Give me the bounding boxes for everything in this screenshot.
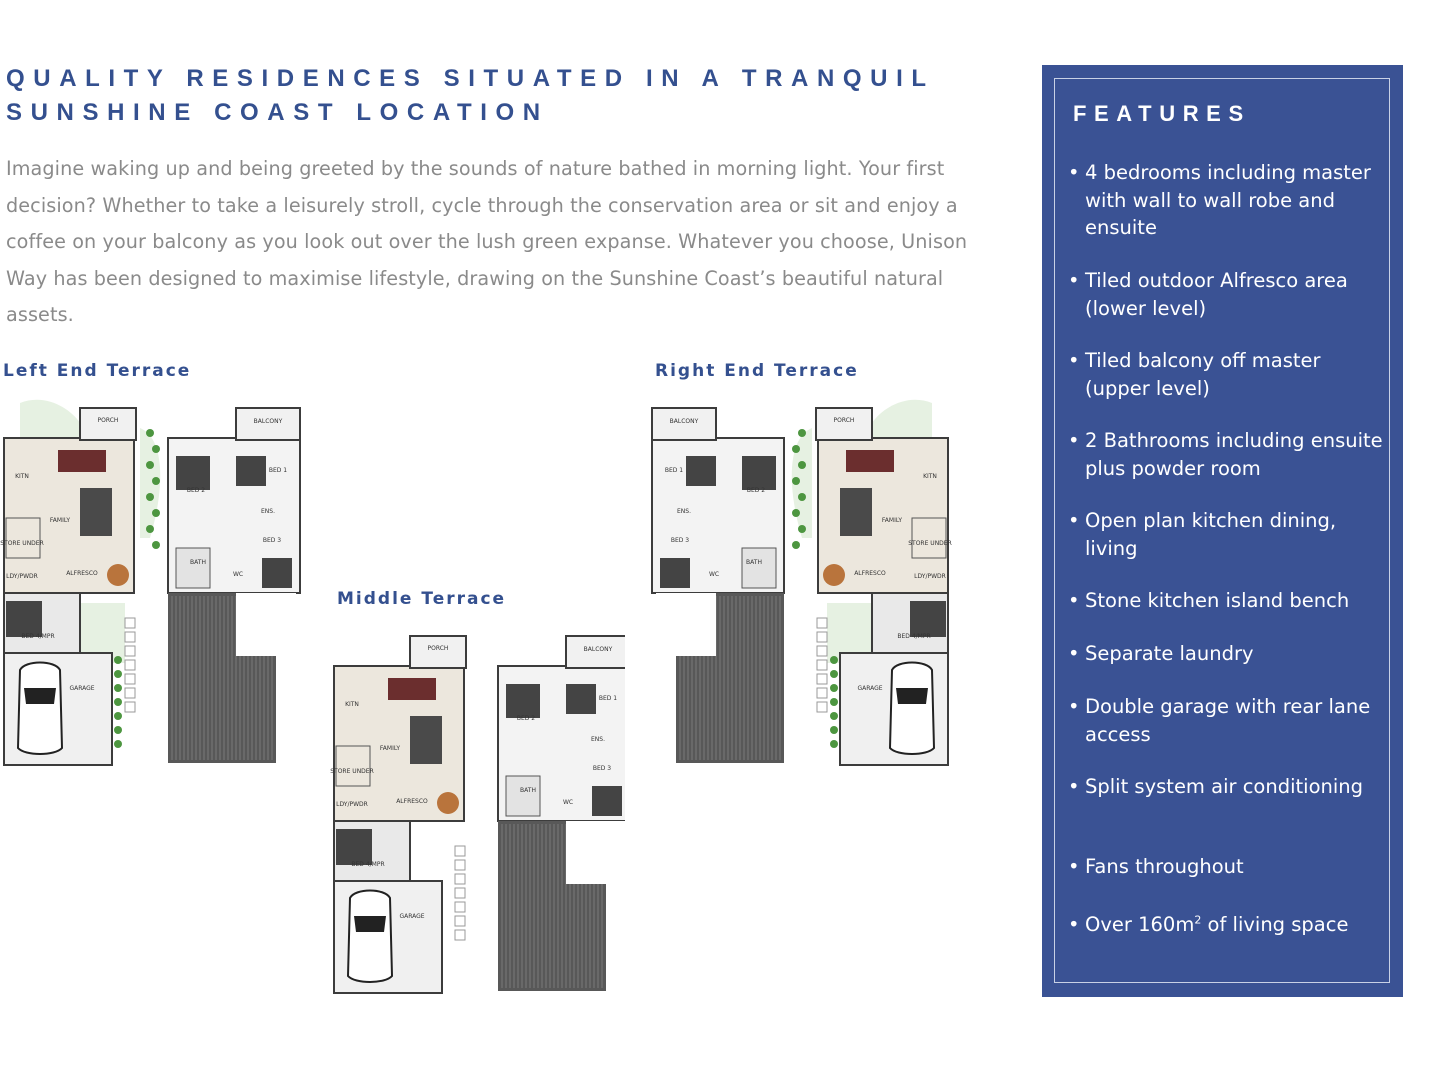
room-label: ENS. [591,736,605,743]
shrub-icon [798,461,806,469]
feature-item [1068,267,1388,322]
room-label: ENS. [261,508,275,515]
shrub-icon [798,525,806,533]
room-label: LDY/PWDR [6,573,38,580]
room-label: BED 3 [262,537,282,544]
room-label: FAMILY [49,517,71,524]
shrub-icon [114,726,122,734]
shrub-icon [792,477,800,485]
shrub-icon [152,509,160,517]
shrub-icon [792,509,800,517]
paver-icon [817,646,827,656]
room-label: KITN [923,473,937,480]
right-end-terrace-drawing [642,398,952,770]
feature-text: 2 Bathrooms including ensuite plus powder room [1085,429,1383,480]
features-panel [1042,65,1403,997]
room-label: BED 4/MPR [351,861,385,868]
paver-icon [125,632,135,642]
shrub-icon [146,493,154,501]
shrub-icon [830,670,838,678]
paver-icon [817,618,827,628]
room-label: WC [708,571,720,578]
bed-icon [262,558,292,588]
middle-terrace-label: Middle Terrace [337,589,507,609]
feature-text: Stone kitchen island bench [1085,589,1350,612]
shrub-icon [114,712,122,720]
room-label: BED 3 [670,537,690,544]
paver-icon [817,674,827,684]
kitchen-island-icon [840,488,872,536]
kitchen-island-icon [80,488,112,536]
bed-icon [742,456,776,490]
room-label: BED 4/MPR [21,633,55,640]
dining-table-icon [388,678,436,700]
bullet-icon: • [1068,913,1080,936]
page-heading [6,62,986,130]
room-label: PORCH [833,417,855,424]
room-label: BALCONY [583,646,613,653]
feature-item [1068,507,1388,562]
shrub-icon [114,684,122,692]
paver-icon [125,646,135,656]
feature-text: Separate laundry [1085,642,1254,665]
garden-area [872,400,932,443]
plan-geometry [4,400,300,765]
paver-icon [125,674,135,684]
bed-icon [660,558,690,588]
feature-item [1068,853,1388,881]
feature-item [1068,427,1388,482]
bed-icon [336,829,372,865]
alfresco-table-icon [823,564,845,586]
room-label: STORE UNDER [0,540,44,547]
feature-text: Fans throughout [1085,855,1244,878]
deck-cutout [656,593,716,656]
shrub-icon [830,740,838,748]
shrub-icon [146,429,154,437]
shrub-icon [114,698,122,706]
paver-icon [125,702,135,712]
feature-text: Tiled outdoor Alfresco area (lower level) [1085,269,1348,320]
room-label: WC [562,799,574,806]
feature-item [1068,159,1388,242]
shrub-icon [830,684,838,692]
bed-icon [236,456,266,486]
feature-text-prefix: Over 160m [1085,913,1195,936]
shrub-icon [146,461,154,469]
feature-item [1068,693,1388,748]
shrub-icon [798,493,806,501]
paver-icon [817,688,827,698]
shrub-icon [830,726,838,734]
room-label: ALFRESCO [66,570,98,577]
car-icon [18,663,62,755]
shrub-icon [114,740,122,748]
paver-icon [455,874,465,884]
room-label: BED 4/MPR [897,633,931,640]
plan-geometry [652,400,948,765]
shrub-icon [792,541,800,549]
paver-icon [455,930,465,940]
room-label: ALFRESCO [854,570,886,577]
paver-icon [455,846,465,856]
bullet-icon: • [1068,589,1080,612]
page-heading-line-1: QUALITY RESIDENCES SITUATED IN A TRANQUIL [6,65,935,92]
feature-text: Tiled balcony off master (upper level) [1085,349,1321,400]
paver-icon [455,860,465,870]
room-label: BATH [190,559,206,566]
room-label: BALCONY [669,418,699,425]
bullet-icon: • [1068,269,1080,292]
bullet-icon: • [1068,695,1080,718]
bathroom-icon [176,548,210,588]
room-label: BED 1 [664,467,684,474]
feature-text-suffix: of living space [1201,913,1349,936]
middle-terrace-drawing [330,626,625,998]
right-end-terrace-floor-plan [642,398,952,770]
room-label: GARAGE [857,685,883,692]
bullet-icon: • [1068,775,1080,798]
feature-item [1068,587,1388,615]
room-label: GARAGE [399,913,425,920]
room-label: BALCONY [253,418,283,425]
room-label: BED 3 [592,765,612,772]
paver-icon [455,888,465,898]
room-label: LDY/PWDR [336,801,368,808]
garden-area [20,400,80,443]
kitchen-island-icon [410,716,442,764]
paver-icon [817,702,827,712]
shrub-icon [152,445,160,453]
paver-icon [125,688,135,698]
paver-icon [817,660,827,670]
plan-geometry [334,636,625,993]
shrub-icon [152,541,160,549]
room-label: BED 2 [746,487,766,494]
bullet-icon: • [1068,509,1080,532]
middle-terrace-floor-plan [330,626,625,998]
bed-icon [686,456,716,486]
room-label: BED 2 [186,487,206,494]
room-label: BED 1 [268,467,288,474]
shrub-icon [146,525,154,533]
paver-icon [125,660,135,670]
bathroom-icon [506,776,540,816]
superscript-two: 2 [1194,913,1202,927]
dining-table-icon [58,450,106,472]
room-label: STORE UNDER [908,540,952,547]
bed-icon [6,601,42,637]
feature-item [1068,911,1388,939]
room-label: KITN [345,701,359,708]
car-windscreen [896,688,928,704]
room-label: ENS. [677,508,691,515]
deck-cutout [566,821,625,884]
feature-text: Open plan kitchen dining, living [1085,509,1337,560]
feature-item [1068,347,1388,402]
car-windscreen [354,916,386,932]
shrub-icon [830,656,838,664]
room-label: PORCH [97,417,119,424]
room-label: GARAGE [69,685,95,692]
left-end-terrace-floor-plan [0,398,310,770]
room-label: STORE UNDER [330,768,374,775]
shrub-icon [114,656,122,664]
porch-room [410,636,466,668]
feature-text: Double garage with rear lane access [1085,695,1371,746]
room-label: BED 1 [598,695,618,702]
bed-icon [592,786,622,816]
bullet-icon: • [1068,429,1080,452]
feature-text: 4 bedrooms including master with wall to wall robe and ensuite [1085,161,1371,239]
right-end-terrace-label: Right End Terrace [655,361,859,381]
room-label: WC [232,571,244,578]
bathroom-icon [742,548,776,588]
left-end-terrace-drawing [0,398,310,770]
bed-icon [910,601,946,637]
shrub-icon [830,712,838,720]
shrub-icon [114,670,122,678]
intro-paragraph: Imagine waking up and being greeted by the sounds of nature bathed in morning light. Your first decision? Whether to take a leisurely stroll, cycle through the conservation area or sit and enjoy a coffee on your balcony as you look out over the lush green expanse. Whatever you choose, Unison Way has been designed to maximise lifestyle, drawing on the Sunshine Coast’s beautiful natural assets. [6,157,968,326]
features-title: FEATURES [1073,101,1251,126]
feature-item [1068,773,1388,801]
car-windscreen [24,688,56,704]
room-label: FAMILY [379,745,401,752]
page-heading-line-2: SUNSHINE COAST LOCATION [6,99,549,126]
left-end-terrace-label: Left End Terrace [3,361,192,381]
alfresco-table-icon [107,564,129,586]
paver-icon [455,916,465,926]
shrub-icon [152,477,160,485]
dining-table-icon [846,450,894,472]
room-label: ALFRESCO [396,798,428,805]
room-label: LDY/PWDR [914,573,946,580]
car-icon [348,891,392,983]
porch-room [80,408,136,440]
alfresco-table-icon [437,792,459,814]
paver-icon [817,632,827,642]
room-label: FAMILY [881,517,903,524]
car-icon [890,663,934,755]
porch-room [816,408,872,440]
shrub-icon [830,698,838,706]
bed-icon [176,456,210,490]
shrub-icon [798,429,806,437]
bullet-icon: • [1068,855,1080,878]
room-label: BATH [520,787,536,794]
room-label: BATH [746,559,762,566]
bullet-icon: • [1068,161,1080,184]
bed-icon [566,684,596,714]
bullet-icon: • [1068,642,1080,665]
room-label: KITN [15,473,29,480]
room-label: PORCH [427,645,449,652]
room-label: BED 2 [516,715,536,722]
deck-cutout [236,593,296,656]
feature-text: Split system air conditioning [1085,775,1364,798]
bullet-icon: • [1068,349,1080,372]
paver-icon [125,618,135,628]
paver-icon [455,902,465,912]
feature-item [1068,640,1388,668]
bed-icon [506,684,540,718]
shrub-icon [792,445,800,453]
